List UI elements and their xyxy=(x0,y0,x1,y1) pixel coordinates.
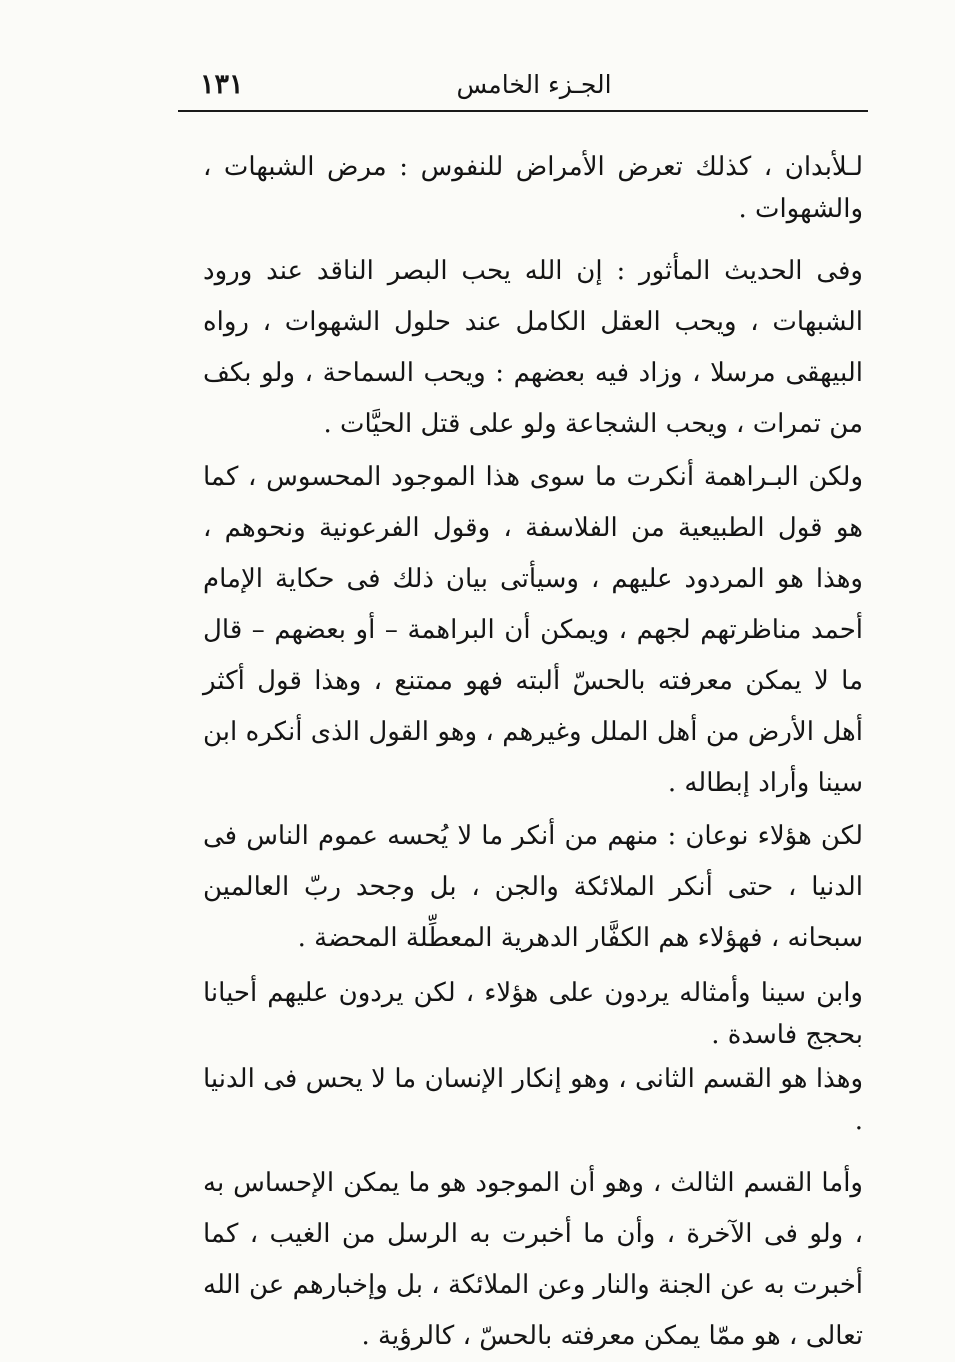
paragraph: لـلأبدان ، كذلك تعرض الأمراض للنفوس : مرض الشبهات ، والشهوات . xyxy=(203,152,863,224)
paragraph: وأما القسم الثالث ، وهو أن الموجود هو ما يمكن الإحساس به ، ولو فى الآخرة ، وأن ما أخبرت به الرسل من الغيب ، كما أخبرت به عن الجنة والنار وعن الملائكة ، بل وإخبارهم عن الله تعالى ، هو ممّا يمكن معرفته بالحسّ ، كالرؤية . xyxy=(203,1168,863,1351)
paragraph: وهذا هو القسم الثانى ، وهو إنكار الإنسان ما لا يحس فى الدنيا . xyxy=(203,1064,863,1136)
paragraph: وفى الحديث المأثور : إن الله يحب البصر الناقد عند ورود الشبهات ، ويحب العقل الكامل عند حلول الشهوات ، رواه البيهقى مرسلا ، وزاد فيه بعضهم : ويحب السماحة ، ولو بكف من تمرات ، ويحب الشجاعة ولو على قتل الحيَّات . xyxy=(203,256,863,439)
page-header xyxy=(200,64,868,108)
paragraph: لكن هؤلاء نوعان : منهم من أنكر ما لا يُحسه عموم الناس فى الدنيا ، حتى أنكر الملائكة والجن ، بل وجحد ربّ العالمين سبحانه ، فهؤلاء هم الكفَّار الدهرية المعطِّلة المحضة . xyxy=(203,821,863,953)
paragraph: وابن سينا وأمثاله يردون على هؤلاء ، لكن يردون عليهم أحيانا بحجج فاسدة . xyxy=(203,978,863,1050)
running-title: الجـزء الخامس xyxy=(456,70,612,99)
paragraph: ولكن البـراهمة أنكرت ما سوى هذا الموجود المحسوس ، كما هو قول الطبيعية من الفلاسفة ، وقول الفرعونية ونحوهم ، وهذا هو المردود عليهم ، وسيأتى بيان ذلك فى حكاية الإمام أحمد مناظرتهم لجهم ، ويمكن أن البراهمة – أو بعضهم – قال ما لا يمكن معرفته بالحسّ ألبته فهو ممتنع ، وهذا قول أكثر أهل الأرض من أهل الملل وغيرهم ، وهو القول الذى أنكره ابن سينا وأراد إبطاله . xyxy=(203,462,863,798)
body-text xyxy=(203,146,863,1362)
header-rule xyxy=(178,110,868,112)
page-number: ١٣١ xyxy=(200,69,244,100)
